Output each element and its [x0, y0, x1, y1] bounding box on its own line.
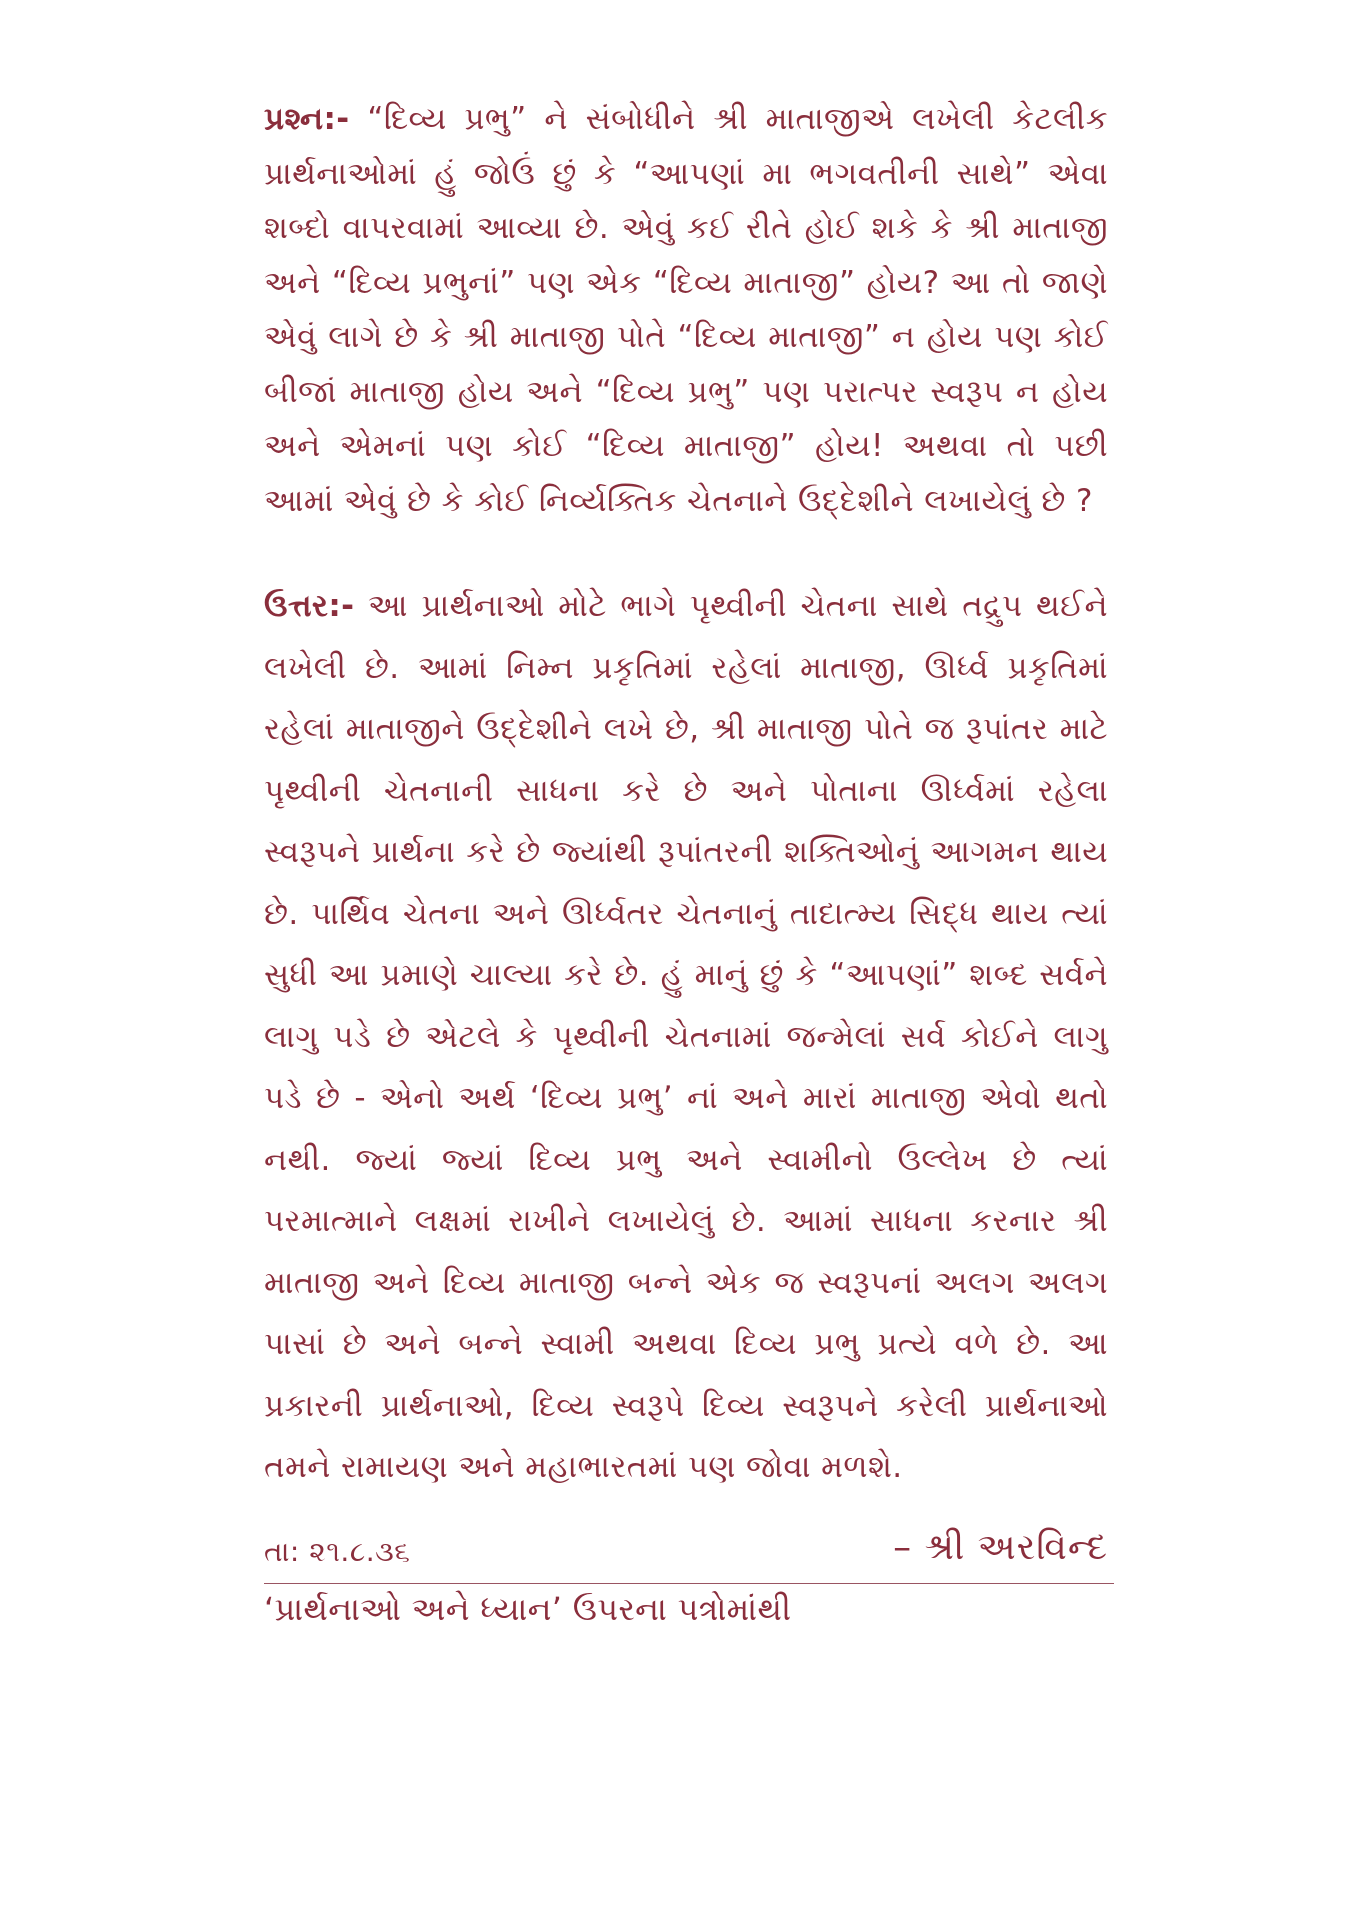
- question-text: “દિવ્ય પ્રભુ” ને સંબોધીને શ્રી માતાજીએ લખેલી કેટલીક પ્રાર્થનાઓમાં હું જોઉં છું કે “આપણાં મા ભગવતીની સાથે” એવા શબ્દો વાપરવામાં આવ્યા છે. એવું કઈ રીતે હોઈ શકે કે શ્રી માતાજી અને “દિવ્ય પ્રભુનાં” પણ એક “દિવ્ય માતાજી” હોય? આ તો જાણે એવું લાગે છે કે શ્રી માતાજી પોતે “દિવ્ય માતાજી” ન હોય પણ કોઈ બીજાં માતાજી હોય અને “દિવ્ય પ્રભુ” પણ પરાત્પર સ્વરૂપ ન હોય અને એમનાં પણ કોઈ “દિવ્ય માતાજી” હોય! અથવા તો પછી આમાં એવું છે કે કોઈ નિર્વ્યક્તિક ચેતનાને ઉદ્દેશીને લખાયેલું છે ?: [264, 101, 1108, 519]
- source-citation: ‘પ્રાર્થનાઓ અને ધ્યાન’ ઉપરના પત્રોમાંથી: [264, 1589, 792, 1628]
- author-signature: – શ્રી અરવિન્દ: [893, 1526, 1108, 1568]
- question-label: પ્રશ્ન:-: [264, 101, 350, 137]
- document-page: [264, 92, 1108, 1632]
- signature-row: [264, 1515, 1108, 1569]
- question-paragraph: [264, 92, 1108, 528]
- letter-date: તા: ૨૧.૮.૩૬: [264, 1534, 411, 1568]
- answer-paragraph: [264, 576, 1108, 1499]
- source-divider: [264, 1583, 1114, 1584]
- answer-label: ઉત્તર:-: [264, 588, 355, 624]
- answer-text: આ પ્રાર્થનાઓ મોટે ભાગે પૃથ્વીની ચેતના સાથે તદ્રુપ થઈને લખેલી છે. આમાં નિમ્ન પ્રકૃતિમાં રહેલાં માતાજી, ઊર્ધ્વ પ્રકૃતિમાં રહેલાં માતાજીને ઉદ્દેશીને લખે છે, શ્રી માતાજી પોતે જ રૂપાંતર માટે પૃથ્વીની ચેતનાની સાધના કરે છે અને પોતાના ઊર્ધ્વમાં રહેલા સ્વરૂપને પ્રાર્થના કરે છે જ્યાંથી રૂપાંતરની શક્તિઓનું આગમન થાય છે. પાર્થિવ ચેતના અને ઊર્ધ્વતર ચેતનાનું તાદાત્મ્ય સિદ્ધ થાય ત્યાં સુધી આ પ્રમાણે ચાલ્યા કરે છે. હું માનું છું કે “આપણાં” શબ્દ સર્વને લાગુ પડે છે એટલે કે પૃથ્વીની ચેતનામાં જન્મેલાં સર્વ કોઈને લાગુ પડે છે - એનો અર્થ ‘દિવ્ય પ્રભુ’ નાં અને મારાં માતાજી એવો થતો નથી. જ્યાં જ્યાં દિવ્ય પ્રભુ અને સ્વામીનો ઉલ્લેખ છે ત્યાં પરમાત્માને લક્ષમાં રાખીને લખાયેલું છે. આમાં સાધના કરનાર શ્રી માતાજી અને દિવ્ય માતાજી બન્ને એક જ સ્વરૂપનાં અલગ અલગ પાસાં છે અને બન્ને સ્વામી અથવા દિવ્ય પ્રભુ પ્રત્યે વળે છે. આ પ્રકારની પ્રાર્થનાઓ, દિવ્ય સ્વરૂપે દિવ્ય સ્વરૂપને કરેલી પ્રાર્થનાઓ તમને રામાયણ અને મહાભારતમાં પણ જોવા મળશે.: [264, 588, 1108, 1485]
